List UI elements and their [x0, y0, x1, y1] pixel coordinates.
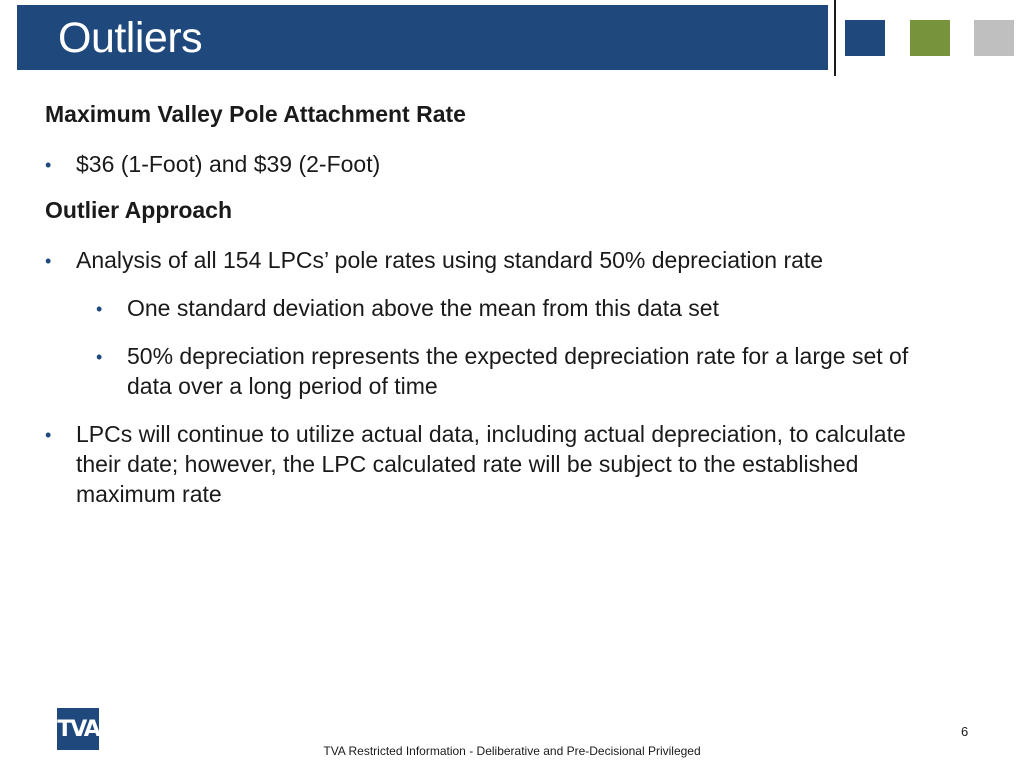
bullet-text: One standard deviation above the mean from this data set [127, 295, 719, 321]
header-square-blue [845, 20, 885, 56]
bullet-dot: • [96, 299, 103, 319]
bullet-text: Analysis of all 154 LPCs’ pole rates using standard 50% depreciation rate [76, 247, 824, 273]
bullet-dot: • [96, 347, 103, 367]
slide-title: Outliers [58, 14, 203, 62]
bullet-dot: • [45, 155, 52, 175]
header-square-gray [974, 20, 1014, 56]
bullet-text: $36 (1-Foot) and $39 (2-Foot) [76, 151, 381, 177]
bullet-dot: • [45, 425, 52, 445]
bullet-dot: • [45, 251, 52, 271]
page-number: 6 [961, 724, 969, 739]
tva-logo: TVA [57, 708, 99, 750]
footer-text: TVA Restricted Information - Deliberative and Pre-Decisional Privileged [323, 744, 701, 758]
section-heading: Outlier Approach [45, 197, 232, 223]
header-square-green [910, 20, 950, 56]
bullet-text: 50% depreciation represents the expected depreciation rate for a large set of data over a long period of time [127, 343, 909, 399]
bullet-text: LPCs will continue to utilize actual data, including actual depreciation, to calculate their date; however, the LPC calculated rate will be subject to the established maximum rate [76, 421, 906, 507]
header-divider [834, 0, 836, 76]
section-heading: Maximum Valley Pole Attachment Rate [45, 101, 466, 127]
